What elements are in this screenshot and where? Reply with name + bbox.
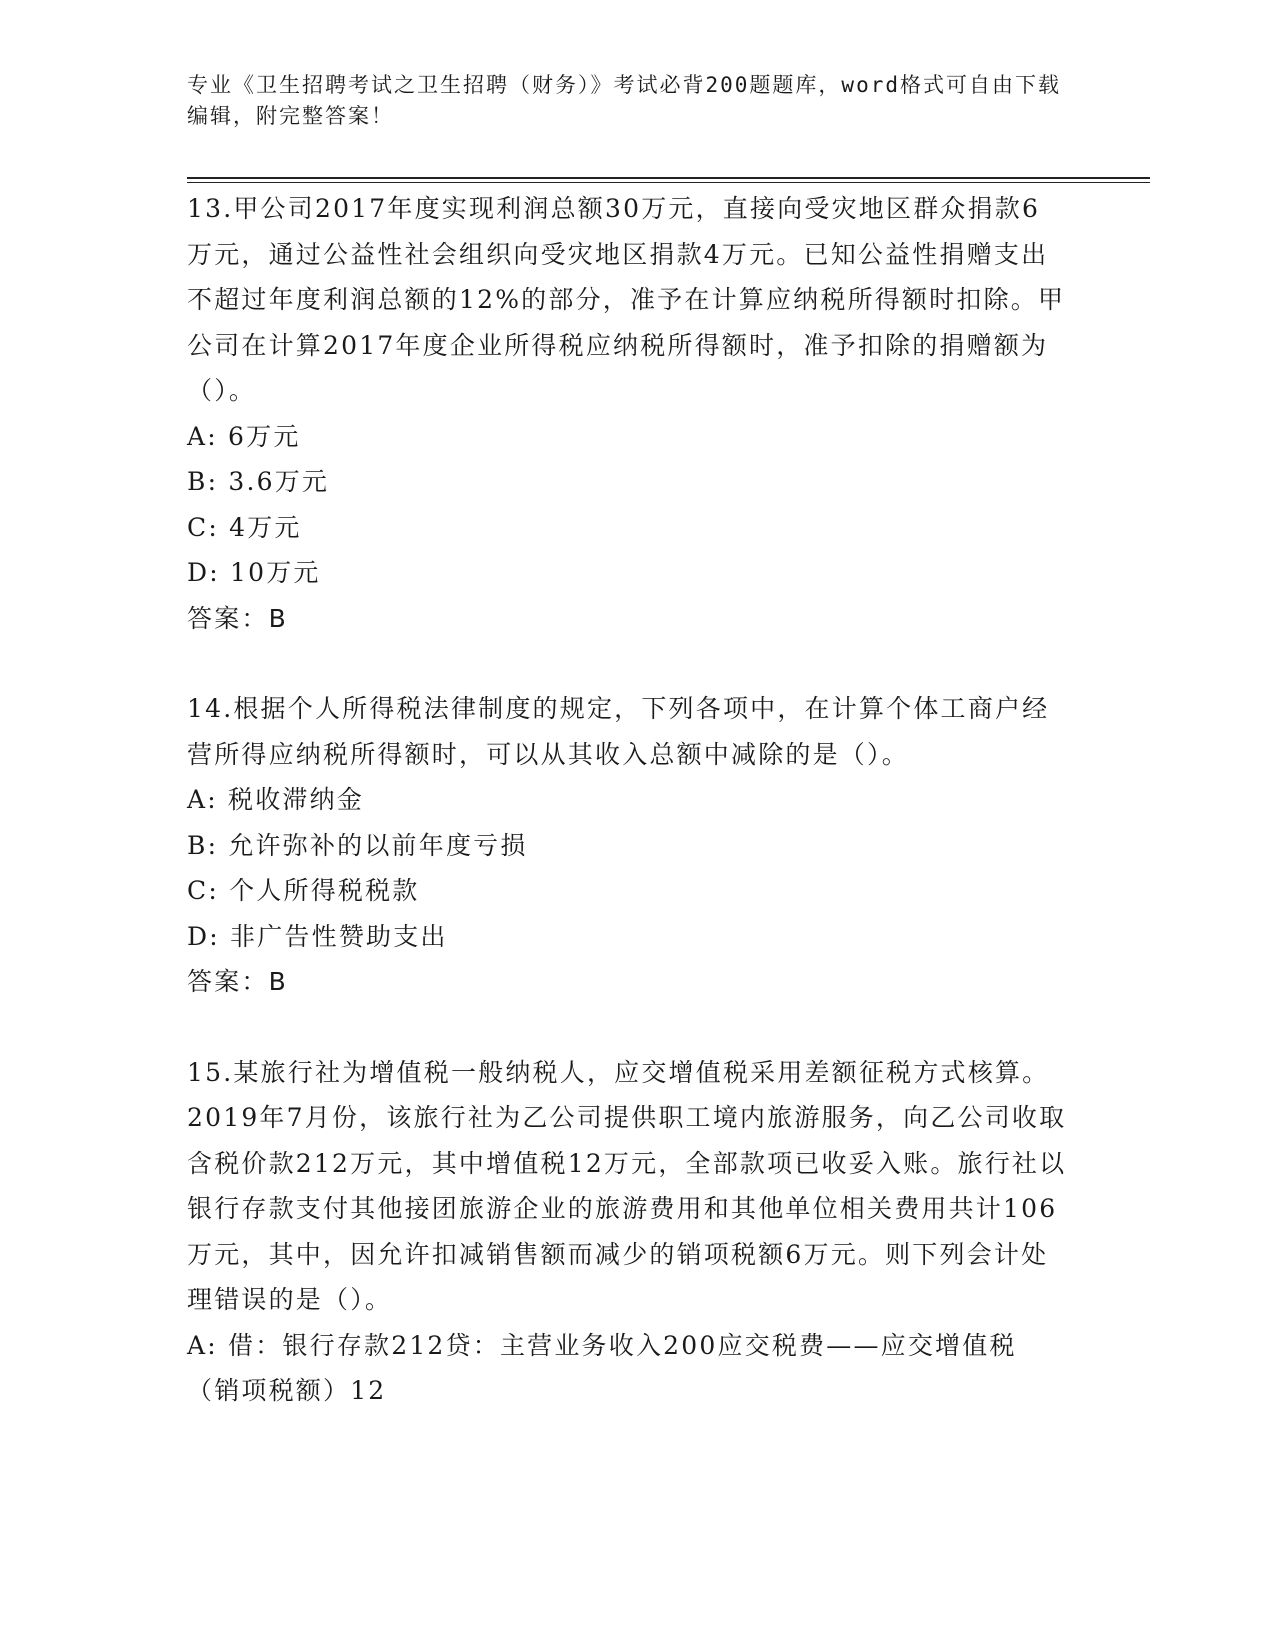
option-b: B: 允许弥补的以前年度亏损 bbox=[187, 830, 528, 860]
question-stem: 13.甲公司2017年度实现利润总额30万元，直接向受灾地区群众捐款6万元，通过公益性社会组织向受灾地区捐款4万元。已知公益性捐赠支出不超过年度利润总额的12%的部分，准予在计算应纳税所得额时扣除。甲公司在计算2017年度企业所得税应纳税所得额时，准予扣除的捐赠额为（）。 bbox=[187, 194, 1066, 405]
option-c: C: 4万元 bbox=[187, 512, 302, 542]
option-d: D: 非广告性赞助支出 bbox=[187, 921, 448, 951]
option-d: D: 10万元 bbox=[187, 558, 321, 587]
question-stem: 14.根据个人所得税法律制度的规定，下列各项中，在计算个体工商户经营所得应纳税所得额时，可以从其收入总额中减除的是（）。 bbox=[187, 694, 1050, 769]
question-13 bbox=[187, 186, 1067, 641]
question-14 bbox=[187, 686, 1067, 1005]
header-divider-thin bbox=[187, 182, 1150, 183]
answer: 答案：B bbox=[187, 967, 288, 996]
question-list bbox=[187, 186, 1067, 1459]
header-divider-thick bbox=[187, 177, 1150, 179]
option-a: A: 税收滞纳金 bbox=[187, 785, 365, 814]
question-15 bbox=[187, 1050, 1067, 1414]
option-a: A: 6万元 bbox=[187, 421, 301, 451]
option-a: A: 借：银行存款212贷：主营业务收入200应交税费——应交增值税（销项税额）12 bbox=[187, 1330, 1017, 1405]
option-b: B: 3.6万元 bbox=[187, 467, 330, 496]
answer: 答案：B bbox=[187, 603, 288, 633]
option-c: C: 个人所得税税款 bbox=[187, 876, 420, 905]
document-header: 专业《卫生招聘考试之卫生招聘（财务）》考试必背200题题库，word格式可自由下载编辑，附完整答案！ bbox=[187, 73, 1061, 128]
question-stem: 15.某旅行社为增值税一般纳税人，应交增值税采用差额征税方式核算。2019年7月份，该旅行社为乙公司提供职工境内旅游服务，向乙公司收取含税价款212万元，其中增值税12万元，全部款项已收妥入账。旅行社以银行存款支付其他接团旅游企业的旅游费用和其他单位相关费用共计106万元，其中，因允许扣减销售额而减少的销项税额6万元。则下列会计处理错误的是（）。 bbox=[187, 1057, 1067, 1314]
